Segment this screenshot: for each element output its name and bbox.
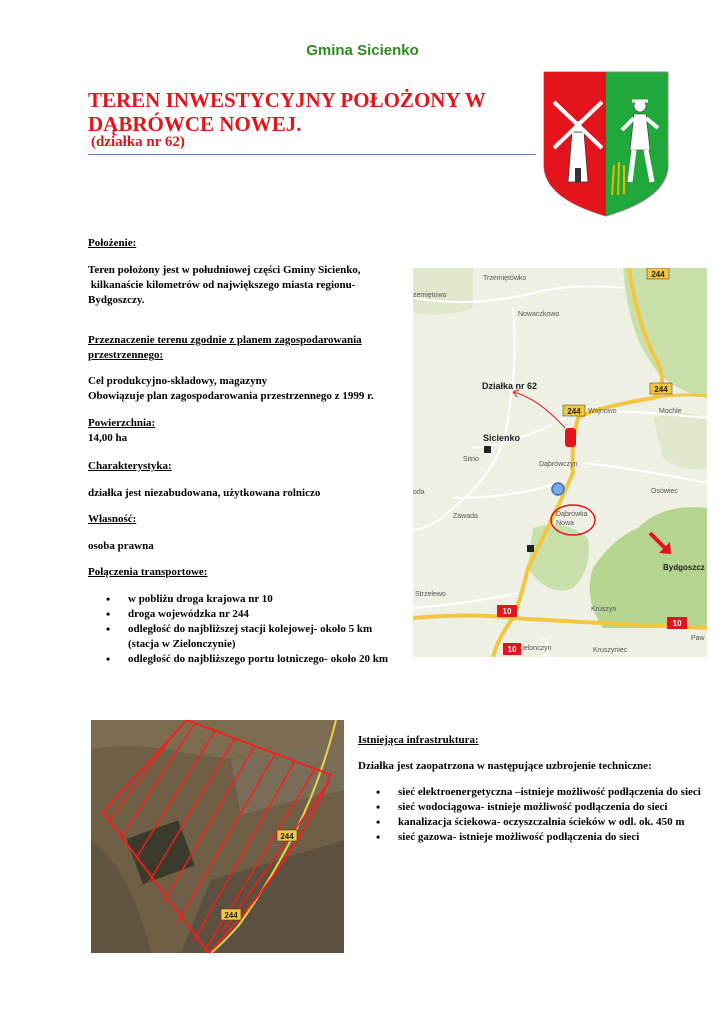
document-title: TEREN INWESTYCYJNY POŁOŻONY W DĄBRÓWCE NOWEJ. bbox=[88, 88, 486, 136]
list-item: • sieć gazowa- istnieje możliwość podłączenia do sieci bbox=[376, 830, 706, 845]
zoning-line: Cel produkcyjno-składowy, magazyny bbox=[88, 375, 268, 387]
list-item: • w pobliżu droga krajowa nr 10 bbox=[106, 592, 406, 607]
map-place-label: Bydgoszcz bbox=[663, 563, 705, 572]
location-pin-icon bbox=[552, 483, 564, 495]
map-place-label: Kruszyn bbox=[591, 606, 617, 613]
area-value: 14,00 ha bbox=[88, 432, 128, 444]
road-shield bbox=[563, 405, 585, 416]
municipality-name: Gmina Sicienko bbox=[306, 42, 419, 59]
road-shield-label: 244 bbox=[224, 911, 238, 920]
transport-list bbox=[106, 592, 406, 667]
road-shield-label: 244 bbox=[280, 832, 294, 841]
list-item: • sieć wodociągowa- istnieje możliwość podłączenia do sieci bbox=[376, 800, 706, 815]
characteristics-value: działka jest niezabudowana, użytkowana rolniczo bbox=[88, 487, 321, 499]
list-item: • sieć elektroenergetyczna –istnieje możliwość podłączenia do sieci bbox=[376, 785, 706, 800]
road-shield bbox=[650, 383, 672, 394]
transport-label: Połączenia transportowe: bbox=[88, 566, 208, 578]
list-item-continuation bbox=[106, 637, 406, 652]
plot-label: Działka nr 62 bbox=[482, 381, 538, 391]
location-map bbox=[413, 268, 707, 657]
zoning-label bbox=[88, 333, 408, 363]
location-line: kilkanaście kilometrów od największego miasta regionu- bbox=[88, 279, 356, 291]
list-item: • kanalizacja ściekowa- oczyszczalnia ścieków w odl. ok. 450 m bbox=[376, 815, 706, 830]
road-shield-label: 244 bbox=[567, 407, 581, 416]
map-place-label: Osówiec bbox=[651, 488, 678, 495]
road-shield-label: 10 bbox=[507, 645, 517, 654]
road-shield bbox=[647, 268, 669, 279]
ownership-label: Własność: bbox=[88, 513, 137, 525]
map-place-label: Paw bbox=[691, 635, 705, 642]
map-place-label: Strzelewo bbox=[415, 591, 446, 598]
road-shield bbox=[497, 605, 517, 617]
characteristics-label: Charakterystyka: bbox=[88, 460, 172, 472]
zoning-label-line: przestrzennego: bbox=[88, 349, 164, 361]
area-label: Powierzchnia: bbox=[88, 417, 156, 429]
map-place-label: Nowaczkowo bbox=[518, 311, 560, 318]
map-place-label: Sitno bbox=[463, 456, 479, 463]
map-place-label: zemiętowo bbox=[413, 292, 447, 299]
road-shield-label: 244 bbox=[654, 385, 668, 394]
map-place-label: Sicienko bbox=[483, 433, 521, 443]
map-place-label: Zielonczyn bbox=[518, 645, 552, 652]
map-place-label: Dąbrówczyn bbox=[539, 461, 578, 468]
location-label: Położenie: bbox=[88, 237, 137, 249]
road-shield bbox=[277, 830, 297, 841]
coat-of-arms bbox=[542, 70, 670, 218]
location-text bbox=[88, 263, 408, 308]
list-item: • droga wojewódzka nr 244 bbox=[106, 607, 406, 622]
road-shield-label: 10 bbox=[672, 619, 682, 628]
map-place-label: oda bbox=[413, 489, 425, 496]
ownership-value: osoba prawna bbox=[88, 540, 154, 552]
location-line: Bydgoszczy. bbox=[88, 294, 145, 306]
road-shield bbox=[667, 617, 687, 629]
zoning-line: Obowiązuje plan zagospodarowania przestrzennego z 1999 r. bbox=[88, 390, 374, 402]
zoning-text bbox=[88, 374, 408, 404]
infrastructure-intro: Działka jest zaopatrzona w następujące uzbrojenie techniczne: bbox=[358, 760, 652, 772]
map-place-label: Zawada bbox=[453, 513, 478, 520]
road-shield bbox=[221, 909, 241, 920]
fuel-icon bbox=[527, 545, 534, 552]
title-divider bbox=[88, 154, 536, 155]
list-item-continuation-text: (stacja w Zielonczynie) bbox=[128, 638, 236, 650]
plot-marker bbox=[565, 428, 576, 447]
infrastructure-list bbox=[376, 785, 706, 845]
poi-icon bbox=[484, 446, 491, 453]
road-shield-label: 10 bbox=[502, 607, 512, 616]
list-item: • odległość do najbliższej stacji kolejowej- około 5 km bbox=[106, 622, 406, 637]
infrastructure-label: Istniejąca infrastruktura: bbox=[358, 734, 479, 746]
location-line: Teren położony jest w południowej części Gminy Sicienko, bbox=[88, 264, 361, 276]
map-place-label: Kruszyniec bbox=[593, 647, 628, 654]
map-place-label: Trzemiętówko bbox=[483, 275, 527, 282]
map-place-label: Nowa bbox=[556, 520, 574, 527]
road-shield-label: 244 bbox=[651, 270, 665, 279]
list-item: • odległość do najbliższego portu lotniczego- około 20 km bbox=[106, 652, 406, 667]
map-place-label: Mochle bbox=[659, 408, 682, 415]
map-place-label: Wojnowo bbox=[588, 408, 617, 415]
document-subtitle: (działka nr 62) bbox=[91, 134, 185, 150]
map-place-label: Dąbrówka bbox=[556, 511, 588, 518]
aerial-photo bbox=[91, 720, 344, 953]
zoning-label-line: Przeznaczenie terenu zgodnie z planem zagospodarowania bbox=[88, 334, 362, 346]
